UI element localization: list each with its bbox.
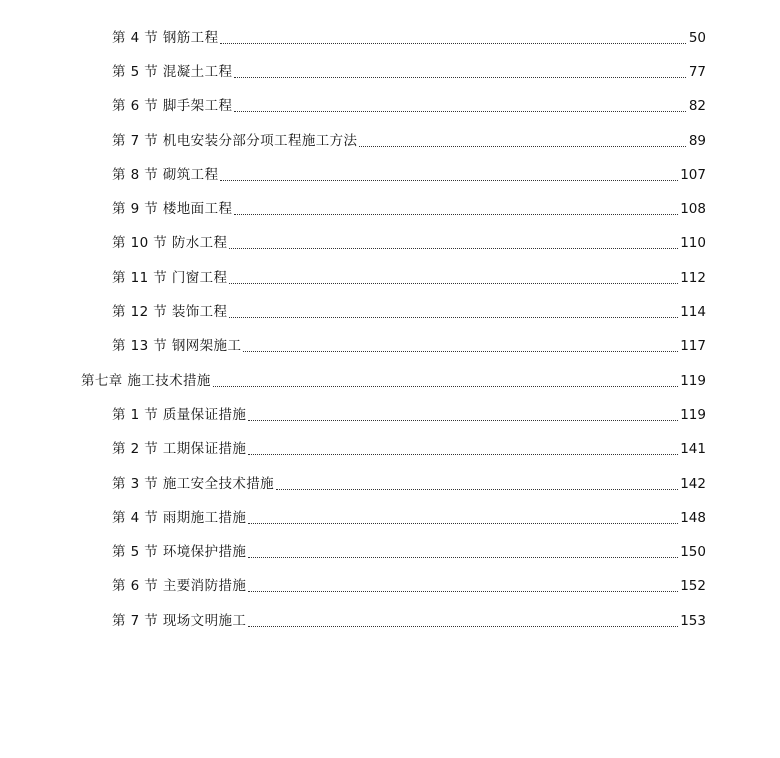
toc-entry-label: 第七章 施工技术措施 — [81, 372, 211, 389]
dot-leader — [248, 556, 678, 558]
toc-entry-label: 第 5 节 环境保护措施 — [112, 544, 247, 561]
toc-entry-section-7[interactable] — [0, 124, 706, 158]
toc-entry-ch7-section-7[interactable] — [0, 604, 706, 638]
dot-leader — [220, 179, 678, 181]
toc-page-number: 82 — [688, 98, 706, 115]
toc-page-number: 108 — [680, 201, 706, 218]
toc-entry-label: 第 4 节 雨期施工措施 — [112, 509, 247, 526]
toc-entry-ch7-section-3[interactable] — [0, 467, 706, 501]
toc-entry-label: 第 8 节 砌筑工程 — [112, 166, 219, 183]
dot-leader — [248, 625, 678, 627]
toc-entry-label: 第 1 节 质量保证措施 — [112, 406, 247, 423]
toc-entry-label: 第 5 节 混凝土工程 — [112, 63, 233, 80]
toc-page-number: 107 — [680, 166, 706, 183]
toc-entry-section-9[interactable] — [0, 192, 706, 226]
table-of-contents — [0, 21, 780, 638]
dot-leader — [229, 316, 678, 318]
toc-page-number: 117 — [680, 338, 706, 355]
dot-leader — [276, 488, 678, 490]
toc-entry-label: 第 3 节 施工安全技术措施 — [112, 475, 275, 492]
toc-page-number: 114 — [680, 304, 706, 321]
toc-page-number: 119 — [680, 372, 706, 389]
toc-entry-section-8[interactable] — [0, 158, 706, 192]
toc-entry-label: 第 12 节 装饰工程 — [112, 304, 228, 321]
toc-entry-label: 第 11 节 门窗工程 — [112, 269, 228, 286]
toc-page-number: 153 — [680, 612, 706, 629]
dot-leader — [220, 42, 686, 44]
toc-page-number: 142 — [680, 475, 706, 492]
toc-page-number: 89 — [688, 132, 706, 149]
toc-entry-section-4[interactable] — [0, 21, 706, 55]
dot-leader — [229, 247, 678, 249]
dot-leader — [229, 282, 678, 284]
toc-entry-section-13[interactable] — [0, 330, 706, 364]
toc-entry-section-12[interactable] — [0, 295, 706, 329]
dot-leader — [234, 110, 686, 112]
toc-page-number: 150 — [680, 544, 706, 561]
toc-page-number: 119 — [680, 406, 706, 423]
toc-entry-ch7-section-6[interactable] — [0, 570, 706, 604]
toc-entry-label: 第 2 节 工期保证措施 — [112, 441, 247, 458]
dot-leader — [248, 522, 678, 524]
toc-entry-label: 第 4 节 钢筋工程 — [112, 29, 219, 46]
dot-leader — [243, 350, 678, 352]
toc-page-number: 148 — [680, 509, 706, 526]
toc-entry-label: 第 13 节 钢网架施工 — [112, 338, 242, 355]
toc-entry-label: 第 6 节 主要消防措施 — [112, 578, 247, 595]
toc-entry-ch7-section-1[interactable] — [0, 398, 706, 432]
toc-page-number: 77 — [688, 63, 706, 80]
toc-page-number: 112 — [680, 269, 706, 286]
toc-entry-section-6[interactable] — [0, 90, 706, 124]
toc-page-number: 50 — [688, 29, 706, 46]
dot-leader — [248, 453, 678, 455]
toc-entry-label: 第 9 节 楼地面工程 — [112, 201, 233, 218]
dot-leader — [359, 145, 686, 147]
toc-entry-label: 第 6 节 脚手架工程 — [112, 98, 233, 115]
toc-entry-ch7-section-5[interactable] — [0, 535, 706, 569]
toc-entry-ch7-section-4[interactable] — [0, 501, 706, 535]
toc-entry-label: 第 7 节 现场文明施工 — [112, 612, 247, 629]
toc-entry-ch7-section-2[interactable] — [0, 433, 706, 467]
toc-entry-label: 第 10 节 防水工程 — [112, 235, 228, 252]
toc-entry-section-5[interactable] — [0, 55, 706, 89]
dot-leader — [248, 590, 678, 592]
toc-entry-section-11[interactable] — [0, 261, 706, 295]
dot-leader — [248, 419, 678, 421]
dot-leader — [234, 76, 686, 78]
toc-entry-chapter-7[interactable] — [0, 364, 706, 398]
dot-leader — [213, 385, 678, 387]
toc-page-number: 110 — [680, 235, 706, 252]
dot-leader — [234, 213, 678, 215]
toc-entry-section-10[interactable] — [0, 227, 706, 261]
toc-entry-label: 第 7 节 机电安装分部分项工程施工方法 — [112, 132, 358, 149]
toc-page-number: 141 — [680, 441, 706, 458]
toc-page-number: 152 — [680, 578, 706, 595]
